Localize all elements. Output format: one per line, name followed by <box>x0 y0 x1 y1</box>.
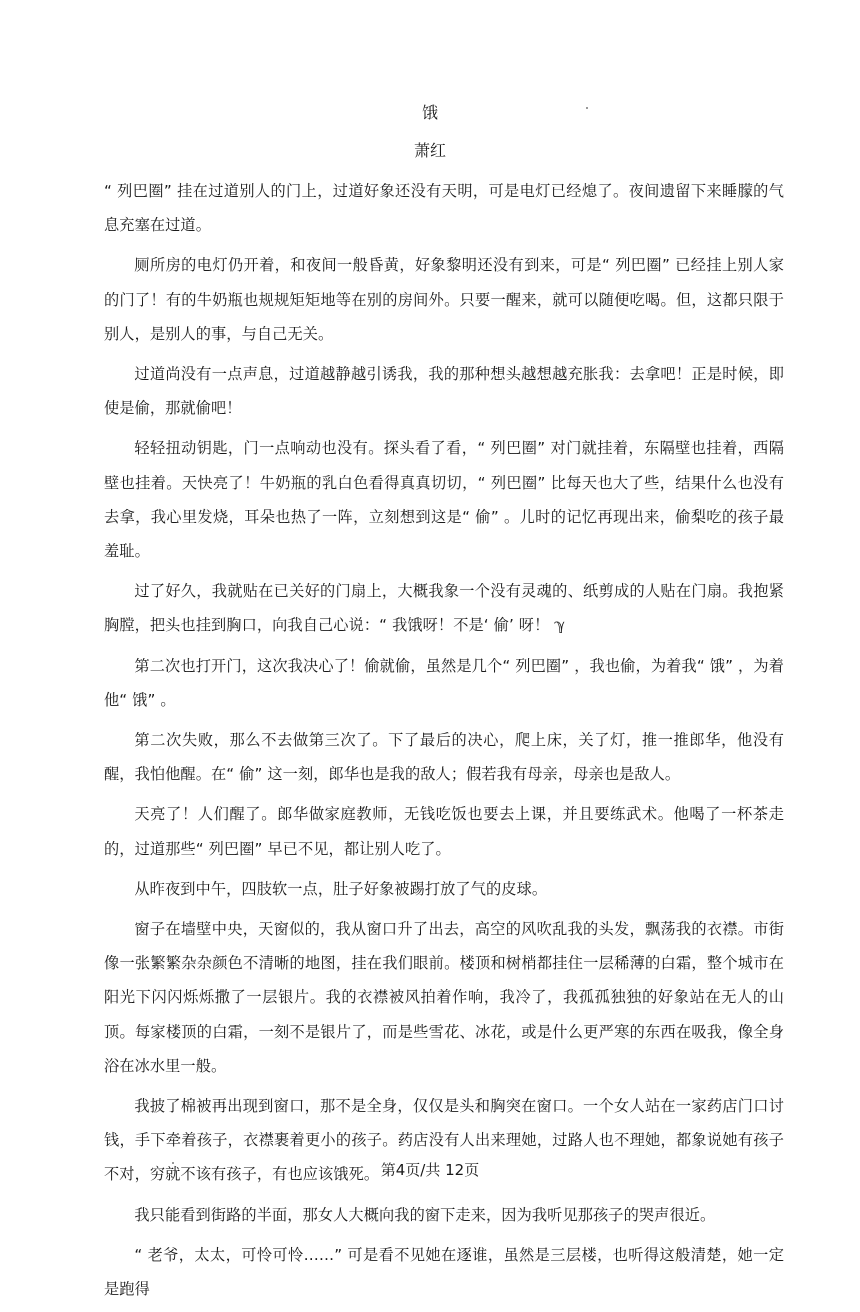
paragraph: 第二次失败，那么不去做第三次了。下了最后的决心，爬上床，关了灯，推一推郎华，他没有醒，我怕他醒。在“ 偷” 这一刻，郎华也是我的敌人；假若我有母亲，母亲也是敌人。 <box>104 731 784 784</box>
page-number: 第4页/共 12页 <box>380 1161 480 1179</box>
paragraph: 过了好久，我就贴在已关好的门扇上，大概我象一个没有灵魂的、纸剪成的人贴在门扇。我抱紧胸膛，把头也挂到胸口，向我自己心说：“ 我饿呀！不是‘ 偷’ 呀！ ℽ <box>104 582 784 635</box>
paragraph: 厕所房的电灯仍开着，和夜间一般昏黄，好象黎明还没有到来，可是“ 列巴圈” 已经挂上别人家的门了！有的牛奶瓶也规规矩矩地等在别的房间外。只要一醒来，就可以随便吃喝。但，这都只限于别人，是别人的事，与自己无关。 <box>104 256 784 343</box>
document-body <box>104 174 784 1312</box>
document-author: 萧红 <box>413 141 446 160</box>
paragraph: 从昨夜到中午，四肢软一点，肚子好象被踢打放了气的皮球。 <box>134 879 548 898</box>
paragraph: 第二次也打开门，这次我决心了！偷就偷，虽然是几个“ 列巴圈” ，我也偷，为着我“ 饿” ，为着他“ 饿” 。 <box>104 656 784 709</box>
document-title: 饿 <box>421 103 438 122</box>
paragraph: 我披了棉被再出现到窗口，那不是全身，仅仅是头和胸突在窗口。一个女人站在一家药店门口讨钱，手下牵着孩子，衣襟裹着更小的孩子。药店没有人出来理她，过路人也不理她，都象说她有孩子不对，穷就不该有孩子，有也应该饿死。 <box>104 1097 784 1184</box>
paragraph: 天亮了！人们醒了。郎华做家庭教师，无钱吃饭也要去上课，并且要练武术。他喝了一杯茶走的，过道那些“ 列巴圈” 早已不见，都让别人吃了。 <box>104 805 784 858</box>
paragraph: “ 老爷，太太，可怜可怜……” 可是看不见她在逐谁，虽然是三层楼，也听得这般清楚，她一定是跑得 <box>104 1245 784 1299</box>
paragraph: “ 列巴圈” 挂在过道别人的门上，过道好象还没有天明，可是电灯已经熄了。夜间遗留下来睡朦的气息充塞在过道。 <box>104 182 784 235</box>
paragraph: 我只能看到街路的半面，那女人大概向我的窗下走来，因为我听见那孩子的哭声很近。 <box>134 1205 716 1224</box>
paragraph: 轻轻扭动钥匙，门一点响动也没有。探头看了看，“ 列巴圈” 对门就挂着，东隔壁也挂着，西隔壁也挂着。天快亮了！牛奶瓶的乳白色看得真真切切，“ 列巴圈” 比每天也大了些，结果什么也没有去拿，我心里发烧，耳朵也热了一阵，立刻想到这是“ 偷” 。儿时的记忆再现出来，偷梨吃的孩子最羞耻。 <box>104 439 784 561</box>
paragraph: 窗子在墙壁中央，天窗似的，我从窗口升了出去，高空的风吹乱我的头发，飘荡我的衣襟。市街像一张繁繁杂杂颜色不清晰的地图，挂在我们眼前。楼顶和树梢都挂住一层稀薄的白霜，整个城市在阳光下闪闪烁烁撒了一层银片。我的衣襟被风拍着作响，我冷了，我孤孤独独的好象站在无人的山顶。每家楼顶的白霜，一刻不是银片了，而是些雪花、冰花，或是什么更严寒的东西在吸我，像全身浴在冰水里一般。 <box>104 920 784 1075</box>
paragraph: 过道尚没有一点声息，过道越静越引诱我，我的那种想头越想越充胀我：去拿吧！正是时候，即使是偷，那就偷吧！ <box>104 365 784 418</box>
